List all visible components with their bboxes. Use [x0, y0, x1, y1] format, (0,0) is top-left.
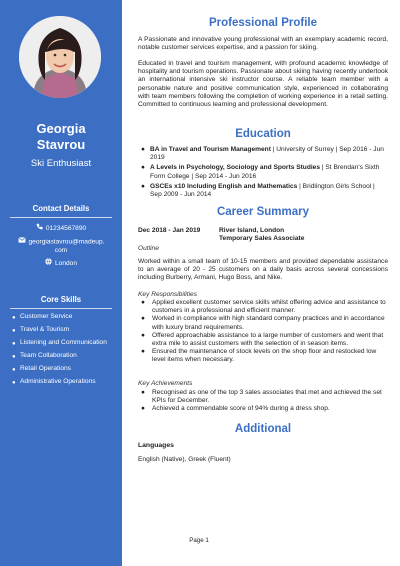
- achievement-item: ● Achieved a commendable score of 94% during a dress shop.: [141, 405, 330, 413]
- career-heading: Career Summary: [216, 206, 310, 218]
- profile-paragraph-1: A Passionate and innovative young professional with an exemplary academic record, notable customer services expertise, and a passion for skiing.: [138, 36, 388, 52]
- profile-heading: Professional Profile: [208, 17, 317, 29]
- email-text-line1: georgiastavrou@madeup.: [28, 238, 105, 246]
- profile-paragraph-2: Educated in travel and tourism management, with profound academic knowledge of hospitality and tourism operations. Passionate about skiing having recently undertook an international intensive ski instructor course. A reliable team member with a personable nature and positive communication style, experienced in collaborating with team members following the completion of working experience in a retail setting. Committed to continuous learning and professional development.: [138, 60, 388, 109]
- skills-list: [12, 313, 116, 392]
- responsibility-item: ● Applied excellent customer service skills whilst offering advice and assistance to customers in a professional and efficient manner.: [141, 299, 386, 315]
- contact-phone: [10, 223, 112, 234]
- responsibilities-label: Key Responsibilities: [138, 291, 198, 298]
- contact-heading: Contact Details: [10, 204, 112, 218]
- job-company: River Island, London: [219, 227, 285, 234]
- achievements-list: [138, 389, 388, 414]
- skill-item: ● Retail Operations: [12, 365, 71, 374]
- education-list: [138, 146, 388, 201]
- skills-heading: Core Skills: [10, 295, 112, 309]
- responsibilities-list: [138, 299, 388, 365]
- profile-photo-graphic: [19, 16, 101, 98]
- languages-value: English (Native), Greek (Fluent): [138, 456, 231, 463]
- skill-item: ● Listening and Communication: [12, 339, 107, 348]
- responsibility-item: ● Offered approachable assistance to a large number of customers and went that extra mile to assist customers with the selection of in season items.: [141, 331, 384, 348]
- contact-email[interactable]: [10, 237, 112, 256]
- education-item: ● A Levels in Psychology, Sociology and Sports Studies | St Brendan's Sixth Form College | Sep 2014 - Jun 2016: [141, 164, 380, 180]
- skill-item: ● Customer Service: [12, 313, 73, 321]
- job-role: Temporary Sales Associate: [219, 235, 305, 243]
- subtitle: Ski Enthusiast: [30, 158, 92, 169]
- skill-item: ● Administrative Operations: [12, 378, 96, 387]
- skill-item: ● Travel & Tourism: [12, 326, 70, 335]
- email-text-line2: com: [54, 247, 68, 254]
- phone-icon: [36, 223, 43, 234]
- sidebar: [0, 0, 122, 566]
- job-dates: Dec 2018 - Jan 2019: [138, 227, 201, 234]
- responsibility-item: ● Ensured the maintenance of stock levels on the shop floor and restocked low level items when necessary.: [141, 348, 377, 364]
- education-item: ● BA in Travel and Tourism Management | University of Surrey | Sep 2016 - Jun 2019: [141, 146, 384, 162]
- skill-item: ● Team Collaboration: [12, 352, 77, 361]
- location-text: London: [54, 260, 77, 267]
- additional-heading: Additional: [234, 423, 292, 435]
- globe-icon: [45, 258, 52, 269]
- outline-label: Outline: [138, 245, 159, 252]
- achievements-label: Key Achievements: [138, 380, 193, 387]
- achievement-item: ● Recognised as one of the top 3 sales associates that met and achieved the set KPIs for December.: [141, 389, 382, 405]
- responsibility-item: ● Worked in compliance with high standard company practices and in accordance with luxury brand requirements.: [141, 315, 385, 331]
- education-item: ● GSCEs x10 Including English and Mathematics | Bridlington Girls School | Sep 2009 - Jun 2014: [141, 182, 375, 199]
- contact-location: [10, 258, 112, 269]
- name-first: Georgia: [36, 121, 86, 136]
- name-last: Stavrou: [36, 137, 86, 152]
- education-heading: Education: [235, 128, 291, 140]
- page-number: Page 1: [189, 537, 209, 544]
- outline-text: Worked within a small team of 10-15 members and provided dependable assistance to an average of 20 - 25 customers on a daily basis across several concessions including Burberry, Armani, Hugo Boss, and Nike.: [138, 258, 388, 282]
- languages-label: Languages: [138, 442, 174, 449]
- profile-photo: [19, 16, 101, 98]
- email-icon: [18, 237, 26, 247]
- phone-text: 01234567890: [45, 225, 87, 232]
